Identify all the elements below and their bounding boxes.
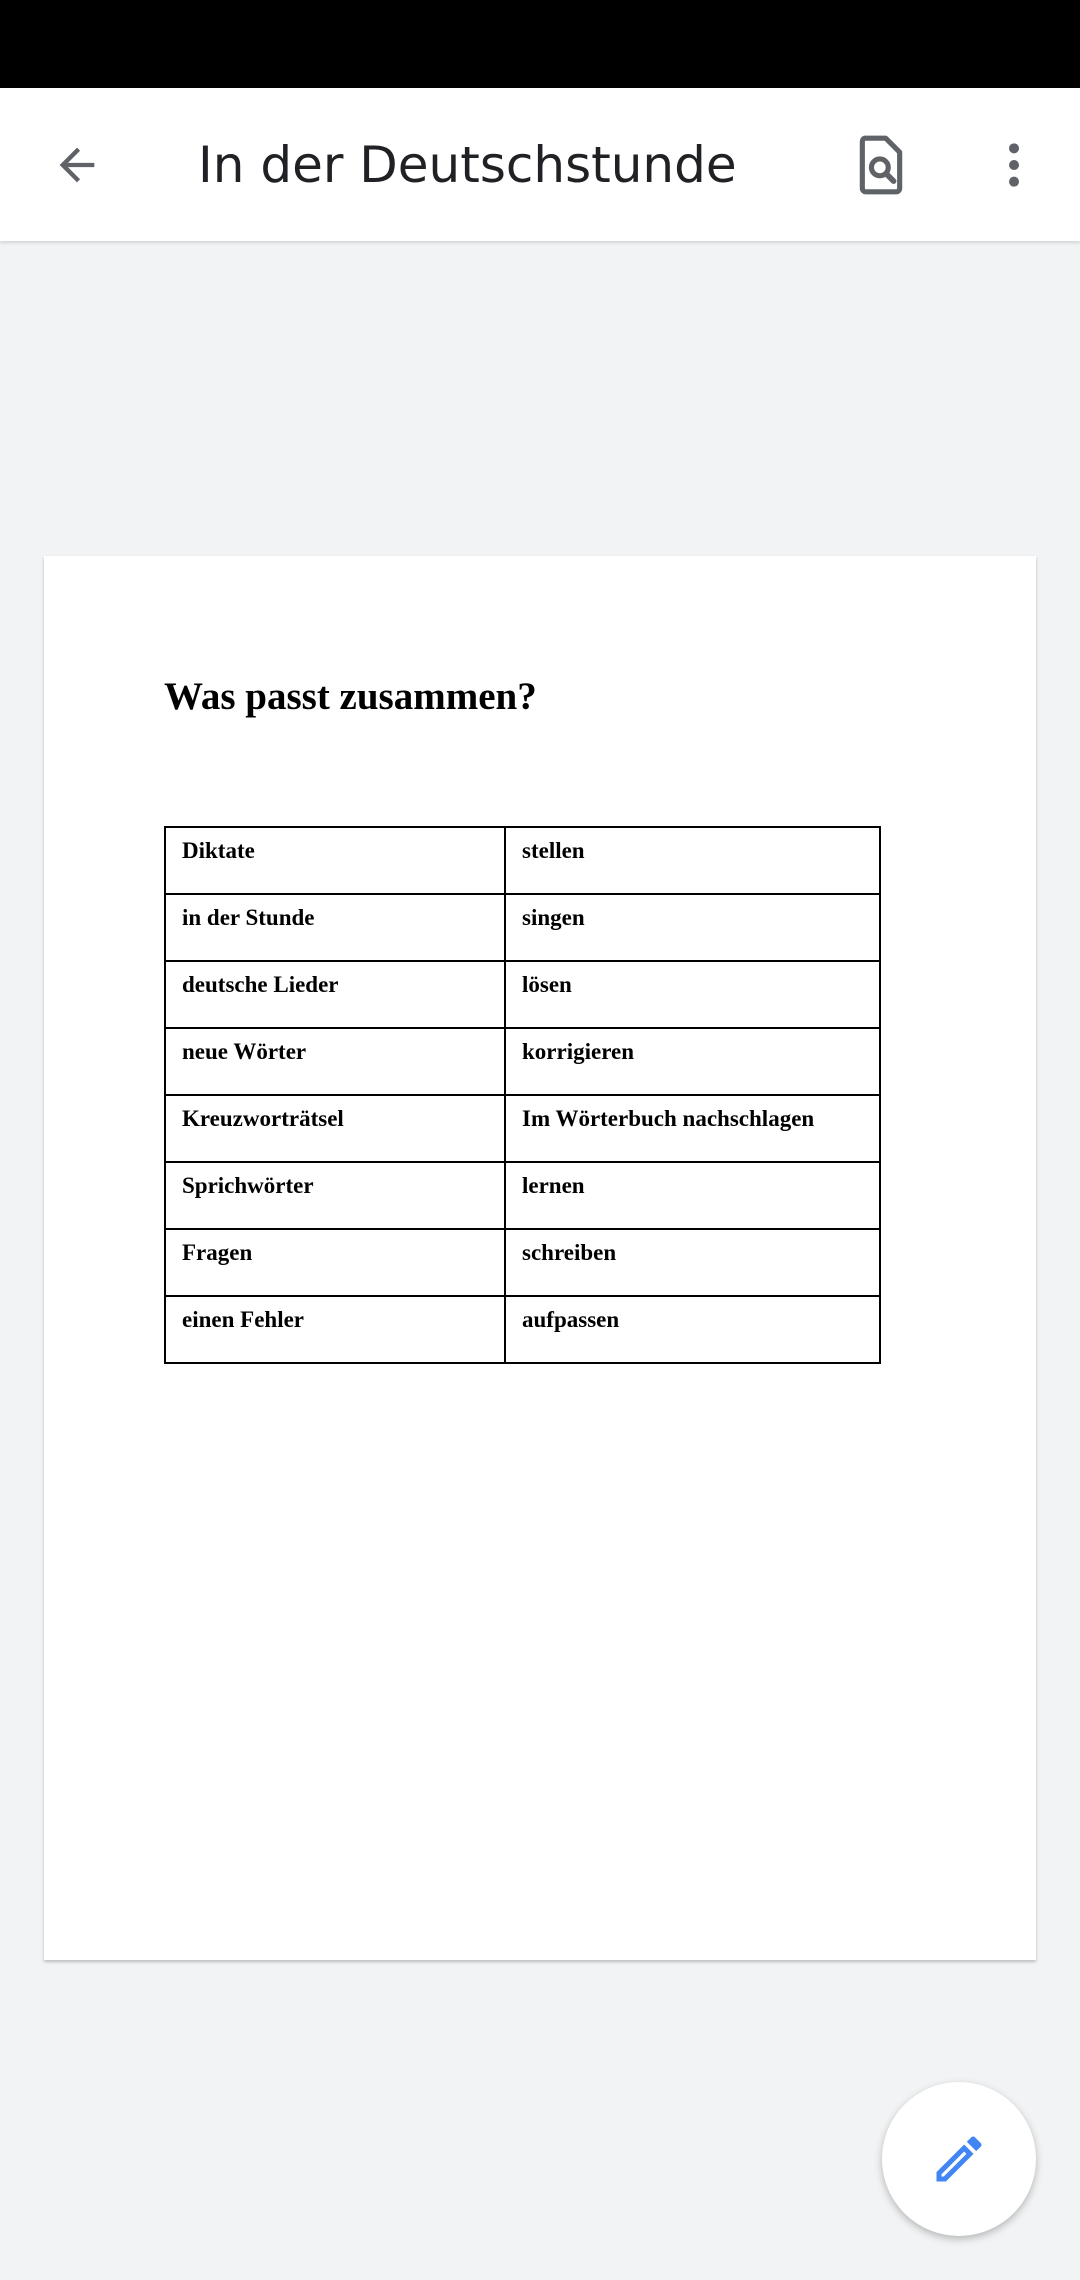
app-bar [0,88,1080,241]
table-cell-term: in der Stunde [165,894,505,961]
table-cell-term: deutsche Lieder [165,961,505,1028]
table-row [165,1229,880,1296]
table-cell-verb: korrigieren [505,1028,880,1095]
table-row [165,961,880,1028]
table-cell-term: Fragen [165,1229,505,1296]
document-heading: Was passt zusammen? [164,675,537,718]
back-button[interactable] [38,126,116,204]
table-row [165,1162,880,1229]
table-cell-term: Kreuzworträtsel [165,1095,505,1162]
edit-pencil-icon [929,2129,989,2189]
find-in-page-icon [853,134,909,196]
table-row [165,1296,880,1363]
table-cell-verb: stellen [505,827,880,894]
arrow-back-icon [51,139,103,191]
table-cell-verb: aufpassen [505,1296,880,1363]
table-cell-term: einen Fehler [165,1296,505,1363]
more-options-button[interactable] [975,126,1053,204]
table-cell-verb: Im Wörterbuch nachschlagen [505,1095,880,1162]
find-in-page-button[interactable] [842,126,920,204]
document-title: In der Deutschstunde [198,136,737,194]
table-row [165,827,880,894]
document-page[interactable] [44,556,1036,1960]
table-row [165,1028,880,1095]
table-cell-verb: lernen [505,1162,880,1229]
edit-button[interactable] [882,2082,1036,2236]
table-cell-verb: schreiben [505,1229,880,1296]
table-cell-verb: singen [505,894,880,961]
table-cell-term: Diktate [165,827,505,894]
table-row [165,894,880,961]
table-row [165,1095,880,1162]
table-cell-term: Sprichwörter [165,1162,505,1229]
more-vert-icon [1004,140,1024,190]
table-cell-verb: lösen [505,961,880,1028]
vocabulary-table [164,826,881,1364]
table-cell-term: neue Wörter [165,1028,505,1095]
status-bar [0,0,1080,88]
